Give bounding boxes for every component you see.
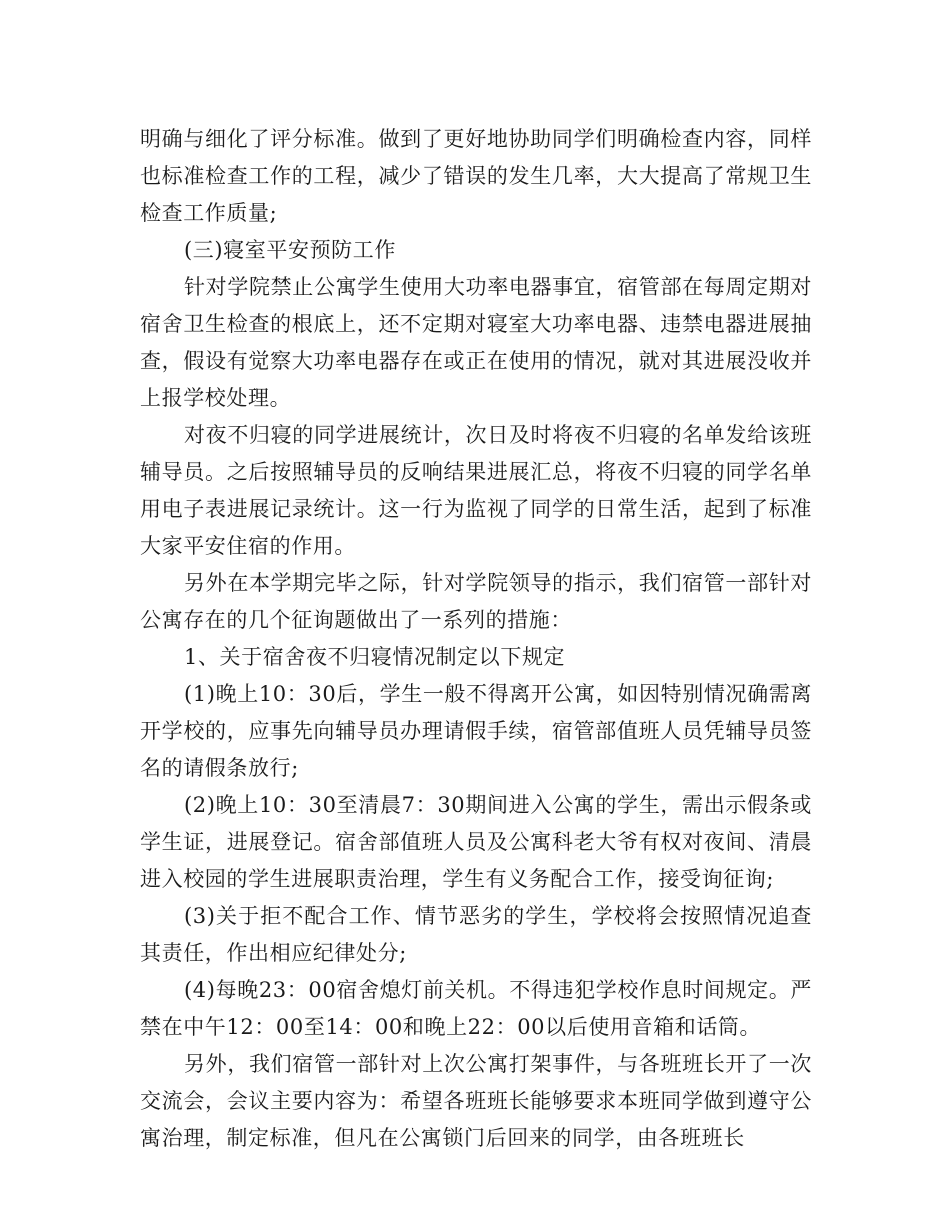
- paragraph-3: 对夜不归寝的同学进展统计，次日及时将夜不归寝的名单发给该班辅导员。之后按照辅导员的反响结果进展汇总，将夜不归寝的同学名单用电子表进展记录统计。这一行为监视了同学的日常生活，起到了标准大家平安住宿的作用。: [140, 423, 812, 558]
- section-heading-3: (三)寝室平安预防工作: [184, 238, 396, 262]
- paragraph-4: 另外在本学期完毕之际，针对学院领导的指示，我们宿管一部针对公寓存在的几个征询题做出了一系列的措施：: [140, 571, 812, 632]
- paragraph-5: 另外，我们宿管一部针对上次公寓打架事件，与各班班长开了一次交流会，会议主要内容为：希望各班班长能够要求本班同学做到遵守公寓治理，制定标准，但凡在公寓锁门后回来的同学，由各班班长: [140, 1052, 812, 1150]
- document-body: [140, 121, 812, 1157]
- rule-item-4: (4)每晚23：00宿舍熄灯前关机。不得违犯学校作息时间规定。严禁在中午12：00至14：00和晚上22：00以后使用音箱和话筒。: [140, 978, 812, 1039]
- list-heading-1: 1、关于宿舍夜不归寝情况制定以下规定: [184, 645, 566, 669]
- rule-item-3: (3)关于拒不配合工作、情节恶劣的学生，学校将会按照情况追查其责任，作出相应纪律处分;: [140, 904, 812, 965]
- rule-item-2: (2)晚上10：30至清晨7：30期间进入公寓的学生，需出示假条或学生证，进展登记。宿舍部值班人员及公寓科老大爷有权对夜间、清晨进入校园的学生进展职责治理，学生有义务配合工作，接受询征询;: [140, 793, 812, 891]
- rule-item-1: (1)晚上10：30后，学生一般不得离开公寓，如因特别情况确需离开学校的，应事先向辅导员办理请假手续，宿管部值班人员凭辅导员签名的请假条放行;: [140, 682, 812, 780]
- paragraph-2: 针对学院禁止公寓学生使用大功率电器事宜，宿管部在每周定期对宿舍卫生检查的根底上，还不定期对寝室大功率电器、违禁电器进展抽查，假设有觉察大功率电器存在或正在使用的情况，就对其进展没收并上报学校处理。: [140, 275, 812, 410]
- paragraph-1: 明确与细化了评分标准。做到了更好地协助同学们明确检查内容，同样也标准检查工作的工程，减少了错误的发生几率，大大提高了常规卫生检查工作质量;: [140, 127, 812, 225]
